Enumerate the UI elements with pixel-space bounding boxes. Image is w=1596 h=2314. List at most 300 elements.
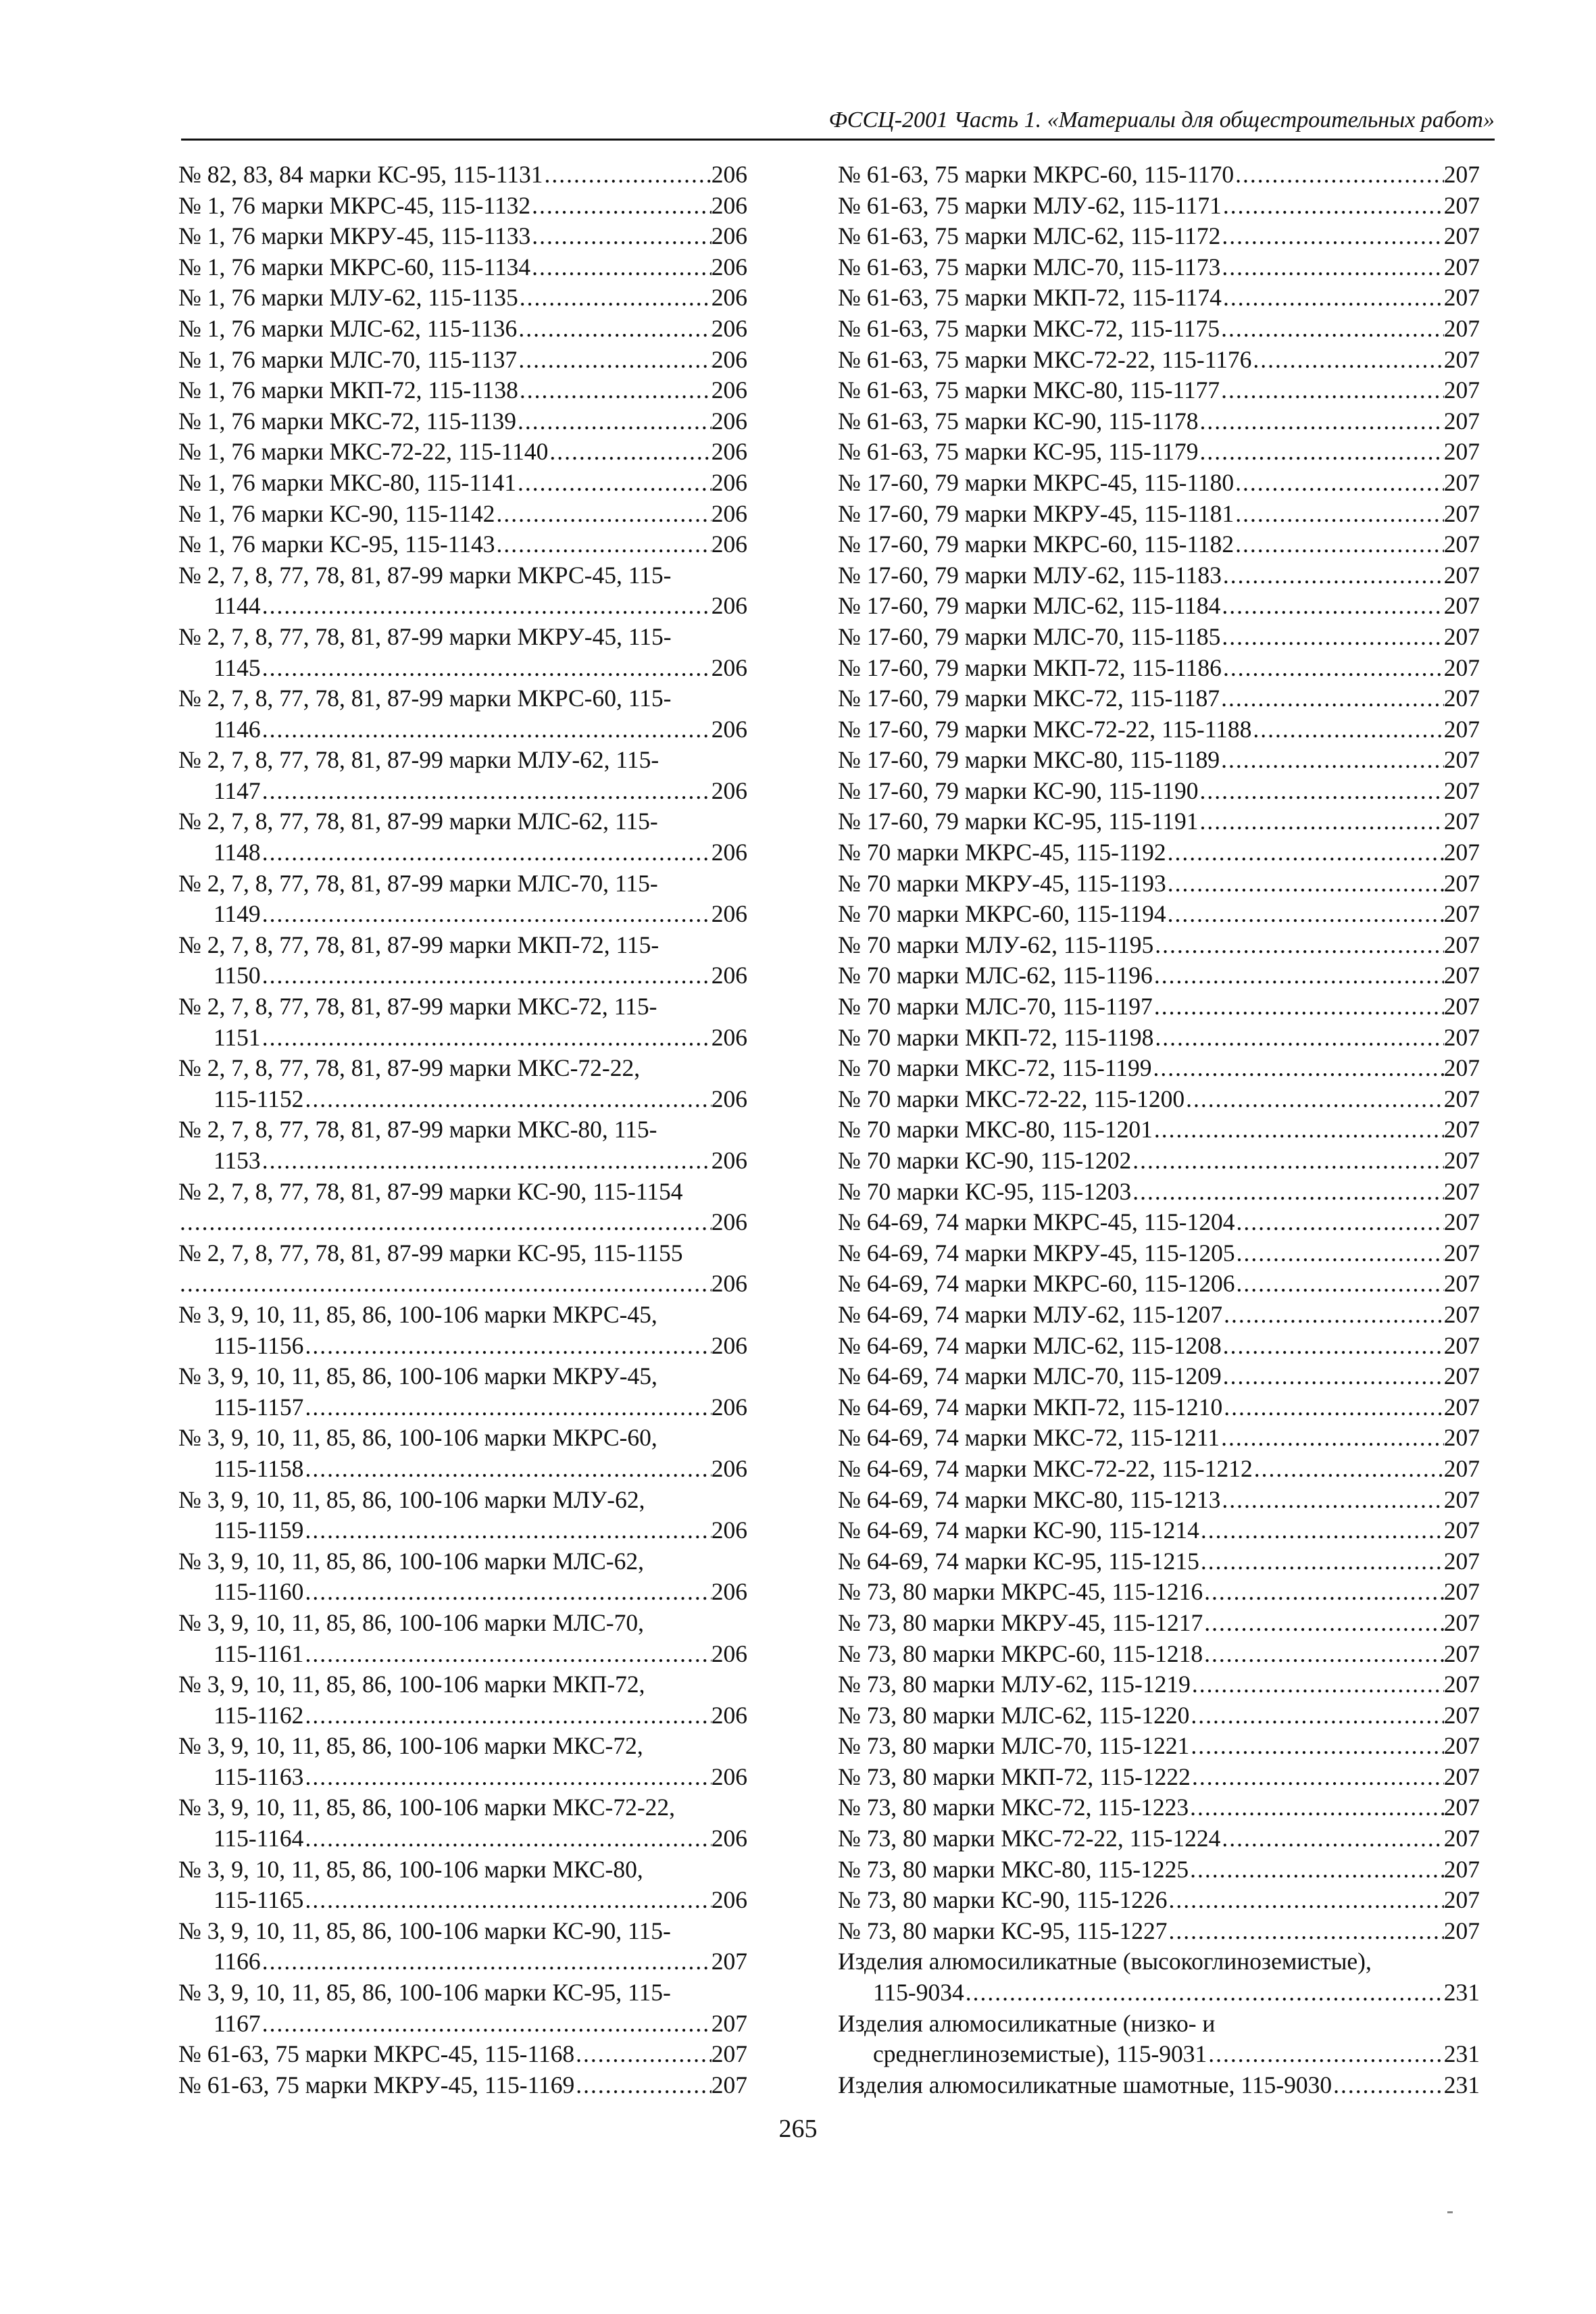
index-entry-text: № 73, 80 марки МКС-72-22, 115-1224: [838, 1825, 1221, 1852]
index-entry: [178, 282, 747, 314]
index-entry-text: № 61-63, 75 марки МЛС-70, 115-1173: [838, 253, 1221, 280]
index-entry-page: 206: [711, 161, 747, 188]
index-entry-text: № 82, 83, 84 марки КС-95, 115-1131: [178, 161, 543, 188]
index-entry: [178, 159, 747, 191]
index-entry: [838, 1792, 1480, 1823]
index-entry: [838, 1114, 1480, 1146]
index-entry-page: 207: [1443, 1794, 1480, 1821]
index-entry-text: № 64-69, 74 марки МКРС-60, 115-1206: [838, 1270, 1235, 1298]
index-entry-page: 207: [1443, 468, 1480, 496]
index-entry-text: № 17-60, 79 марки МЛС-62, 115-1184: [838, 592, 1221, 620]
index-entry-page: 207: [1443, 1485, 1480, 1513]
index-entry-line1: Изделия алюмосиликатные (низко- и: [838, 2009, 1216, 2037]
leader-dots: [1203, 1577, 1444, 1608]
index-entry-text: № 1, 76 марки МКС-80, 115-1141: [178, 468, 517, 496]
index-entry-text: № 73, 80 марки МКРУ-45, 115-1217: [838, 1608, 1203, 1636]
index-entry: [178, 1577, 747, 1608]
index-entry: [178, 776, 747, 807]
index-entry-text: № 73, 80 марки МЛС-70, 115-1221: [838, 1732, 1190, 1760]
leader-dots: [1189, 1731, 1443, 1762]
index-entry-text: № 1, 76 марки КС-95, 115-1143: [178, 531, 495, 558]
index-entry: [838, 683, 1480, 714]
index-entry: [178, 529, 747, 560]
index-entry-page: 207: [1443, 1393, 1480, 1421]
index-entry-line1: № 2, 7, 8, 77, 78, 81, 87-99 марки МКРС-60, 115-: [178, 685, 672, 712]
index-entry-page: 207: [1443, 1608, 1480, 1636]
index-entry: [838, 930, 1480, 961]
index-entry-text: № 73, 80 марки МКРС-45, 115-1216: [838, 1578, 1203, 1606]
index-entry-text: № 61-63, 75 марки МКС-72, 115-1175: [838, 314, 1220, 342]
index-entry-page: 207: [1443, 1270, 1480, 1298]
index-entry-page: 207: [1443, 191, 1480, 219]
index-entry-page: 207: [711, 2071, 747, 2098]
index-entry-page: 206: [711, 1886, 747, 1914]
leader-dots: [1220, 375, 1444, 406]
leader-dots: [178, 1207, 712, 1238]
index-entry-page: 206: [711, 962, 747, 989]
index-entry-page: 207: [1443, 438, 1480, 466]
leader-dots: [1189, 1854, 1444, 1886]
index-entry-text: № 1, 76 марки МЛС-70, 115-1137: [178, 345, 518, 373]
index-entry: [178, 714, 747, 745]
index-entry: [838, 1300, 1480, 1331]
leader-dots: [303, 1885, 711, 1916]
leader-dots: [964, 1977, 1444, 2009]
index-entry-text: 115-1163: [214, 1763, 304, 1790]
index-entry-text: № 1, 76 марки МКРС-45, 115-1132: [178, 191, 531, 219]
index-entry-page: 206: [711, 777, 747, 804]
index-entry-text: № 70 марки МКРС-60, 115-1194: [838, 900, 1166, 928]
index-entry-page: 207: [1443, 1855, 1480, 1883]
index-entry-line1: № 3, 9, 10, 11, 85, 86, 100-106 марки МКП-72,: [178, 1671, 645, 1698]
leader-dots: [1234, 159, 1444, 191]
index-entry-page: 207: [1443, 561, 1480, 589]
leader-dots: [1199, 437, 1444, 468]
index-entry: [838, 745, 1480, 776]
index-entry-text: № 61-63, 75 марки КС-95, 115-1179: [838, 438, 1199, 466]
index-entry: [178, 221, 747, 252]
index-entry: [838, 1361, 1480, 1392]
index-entry-text: 1149: [214, 900, 261, 928]
index-entry: [838, 1577, 1480, 1608]
index-entry-page: 206: [711, 1023, 747, 1051]
leader-dots: [303, 1331, 711, 1362]
index-entry-text: № 1, 76 марки МКРУ-45, 115-1133: [178, 222, 531, 250]
index-entry: [178, 591, 747, 622]
index-entry-page: 206: [711, 1578, 747, 1606]
leader-dots: [261, 591, 712, 622]
index-entry-page: 207: [1443, 253, 1480, 280]
index-entry-line1: № 2, 7, 8, 77, 78, 81, 87-99 марки МЛС-62, 115-: [178, 808, 658, 835]
index-entry: [838, 1177, 1480, 1208]
index-entry-page: 207: [1443, 869, 1480, 897]
leader-dots: [1220, 1423, 1444, 1454]
index-entry: [838, 1639, 1480, 1670]
index-entry-page: 207: [1443, 314, 1480, 342]
index-entry: [838, 1608, 1480, 1639]
index-entry-page: 207: [1443, 1054, 1480, 1082]
index-entry-page: 206: [711, 592, 747, 620]
index-entry-page: 207: [1443, 1517, 1480, 1544]
index-entry-text: № 64-69, 74 марки МКРУ-45, 115-1205: [838, 1239, 1235, 1266]
index-entry-text: № 70 марки МКС-80, 115-1201: [838, 1116, 1153, 1143]
index-entry: [838, 1854, 1480, 1886]
leader-dots: [1153, 1114, 1444, 1146]
leader-dots: [1191, 1669, 1444, 1700]
index-entry: [178, 375, 747, 406]
index-entry-line1: № 3, 9, 10, 11, 85, 86, 100-106 марки МКРУ-45,: [178, 1362, 657, 1390]
index-entry: [838, 1053, 1480, 1084]
leader-dots: [261, 1946, 712, 1977]
index-entry-page: 206: [711, 376, 747, 404]
index-entry-page: 207: [1443, 622, 1480, 650]
leader-dots: [303, 1639, 711, 1670]
index-entry-text: № 64-69, 74 марки МКС-72, 115-1211: [838, 1424, 1220, 1452]
index-entry-text: № 61-63, 75 марки МКС-80, 115-1177: [838, 376, 1220, 404]
index-entry-page: 231: [1443, 2071, 1480, 2098]
running-header: [181, 101, 1495, 141]
index-entry-page: 206: [711, 345, 747, 373]
index-entry: [838, 406, 1480, 437]
index-entry: [178, 499, 747, 530]
index-entry-page: 207: [1443, 1177, 1480, 1205]
leader-dots: [1222, 1392, 1444, 1423]
index-entry-text: № 61-63, 75 марки МКРС-60, 115-1170: [838, 161, 1235, 188]
leader-dots: [1220, 221, 1443, 252]
index-entry-page: 207: [1443, 1640, 1480, 1667]
index-column-right: [838, 159, 1480, 2100]
index-entry-page: 206: [711, 1454, 747, 1482]
index-entry: [178, 1084, 747, 1115]
index-entry-page: 207: [1443, 1085, 1480, 1112]
index-entry-text: № 1, 76 марки МЛС-62, 115-1136: [178, 314, 518, 342]
leader-dots: [518, 375, 712, 406]
leader-dots: [1222, 653, 1444, 684]
index-entry-text: 115-1158: [214, 1454, 304, 1482]
index-entry-page: 207: [1443, 1116, 1480, 1143]
leader-dots: [1222, 560, 1444, 591]
index-entry-line1: № 2, 7, 8, 77, 78, 81, 87-99 марки МКС-80, 115-: [178, 1116, 657, 1143]
index-entry-text: № 17-60, 79 марки КС-90, 115-1190: [838, 777, 1199, 804]
index-entry-text: 115-1159: [214, 1517, 304, 1544]
index-entry-page: 207: [1443, 1671, 1480, 1698]
index-entry-text: № 61-63, 75 марки МКС-72-22, 115-1176: [838, 345, 1252, 373]
leader-dots: [516, 406, 712, 437]
leader-dots: [530, 252, 712, 283]
index-entry-page: 206: [711, 407, 747, 435]
index-entry: [838, 899, 1480, 930]
index-entry-text: № 70 марки МЛС-62, 115-1196: [838, 962, 1153, 989]
leader-dots: [1234, 529, 1444, 560]
index-entry: [178, 1639, 747, 1670]
index-entry: [178, 1392, 747, 1423]
index-entry: [838, 714, 1480, 745]
index-entry: [838, 1546, 1480, 1577]
leader-dots: [1131, 1146, 1443, 1177]
leader-dots: [1235, 1238, 1444, 1269]
leader-dots: [1234, 468, 1444, 499]
leader-dots: [1222, 282, 1444, 314]
index-entry: [838, 1207, 1480, 1238]
index-entry-page: 207: [1443, 1331, 1480, 1359]
index-entry: [838, 837, 1480, 868]
index-entry-text: 1153: [214, 1147, 261, 1174]
leader-dots: [1199, 406, 1444, 437]
index-entry-text: № 73, 80 марки КС-95, 115-1227: [838, 1917, 1168, 1944]
index-entry: [178, 653, 747, 684]
index-entry-text: № 70 марки КС-95, 115-1203: [838, 1177, 1132, 1205]
index-entry: [838, 1762, 1480, 1793]
index-entry-page: 207: [1443, 839, 1480, 866]
index-entry-text: № 61-63, 75 марки МКРУ-45, 115-1169: [178, 2071, 575, 2098]
index-entry-text: № 17-60, 79 марки МКРУ-45, 115-1181: [838, 499, 1235, 527]
index-entry: [838, 1916, 1480, 1947]
index-entry-text: 1167: [214, 2009, 261, 2037]
index-entry-text: 115-1156: [214, 1331, 304, 1359]
index-entry-page: 207: [1443, 1147, 1480, 1174]
index-entry: [178, 2009, 747, 2040]
leader-dots: [495, 529, 711, 560]
index-entry: [178, 2070, 747, 2101]
index-entry: [838, 991, 1480, 1023]
leader-dots: [1220, 252, 1443, 283]
scan-mark: [1447, 2211, 1453, 2213]
index-entry-line1: № 3, 9, 10, 11, 85, 86, 100-106 марки МЛУ-62,: [178, 1485, 645, 1513]
leader-dots: [1189, 1700, 1443, 1731]
index-entry: [178, 1823, 747, 1854]
index-entry-page: 206: [711, 900, 747, 928]
index-entry-page: 207: [1443, 900, 1480, 928]
index-entry-text: № 1, 76 марки КС-90, 115-1142: [178, 499, 495, 527]
index-entry: [178, 1762, 747, 1793]
index-entry: [838, 221, 1480, 252]
leader-dots: [303, 1700, 711, 1731]
index-entry-page: 207: [1443, 499, 1480, 527]
index-entry-page: 206: [711, 1147, 747, 1174]
index-entry-text: № 61-63, 75 марки МКП-72, 115-1174: [838, 284, 1222, 312]
index-entry-text: № 70 марки МЛУ-62, 115-1195: [838, 931, 1154, 958]
index-entry-text: № 70 марки МКС-72-22, 115-1200: [838, 1085, 1185, 1112]
index-entry-page: 207: [1443, 1701, 1480, 1729]
index-entry-text: № 17-60, 79 марки МКРС-60, 115-1182: [838, 531, 1235, 558]
index-entry: [838, 1023, 1480, 1054]
index-entry-page: 207: [1443, 1825, 1480, 1852]
index-entry-page: 206: [711, 654, 747, 681]
index-entry-text: № 73, 80 марки МЛС-62, 115-1220: [838, 1701, 1190, 1729]
index-entry-line1: Изделия алюмосиликатные (высокоглиноземистые),: [838, 1948, 1372, 1975]
leader-dots: [1203, 1608, 1443, 1639]
index-entry: [838, 1146, 1480, 1177]
index-entry-page: 207: [1443, 1454, 1480, 1482]
leader-dots: [1199, 776, 1444, 807]
leader-dots: [1220, 745, 1444, 776]
leader-dots: [516, 468, 712, 499]
index-entry-line1: № 3, 9, 10, 11, 85, 86, 100-106 марки КС-90, 115-: [178, 1917, 671, 1944]
index-entry-text: 1150: [214, 962, 261, 989]
index-entry: [838, 622, 1480, 653]
index-entry-text: 115-1162: [214, 1701, 304, 1729]
leader-dots: [261, 776, 712, 807]
leader-dots: [530, 191, 712, 222]
leader-dots: [518, 282, 712, 314]
leader-dots: [261, 899, 712, 930]
leader-dots: [1222, 191, 1444, 222]
index-entry-text: № 64-69, 74 марки МКС-72-22, 115-1212: [838, 1454, 1253, 1482]
index-entry-page: 206: [711, 1640, 747, 1667]
index-entry: [838, 1392, 1480, 1423]
index-entry-text: № 64-69, 74 марки МКП-72, 115-1210: [838, 1393, 1223, 1421]
index-entry-page: 206: [711, 438, 747, 466]
index-entry-page: 206: [711, 1270, 747, 1298]
index-column-left: [178, 159, 747, 2100]
index-entry-page: 207: [1443, 777, 1480, 804]
leader-dots: [261, 1023, 712, 1054]
leader-dots: [1184, 1084, 1444, 1115]
index-entry-page: 206: [711, 222, 747, 250]
index-entry: [838, 806, 1480, 837]
index-entry: [178, 1515, 747, 1546]
index-entry: [838, 282, 1480, 314]
index-entry-text: № 73, 80 марки МКС-72, 115-1223: [838, 1794, 1189, 1821]
leader-dots: [1220, 622, 1443, 653]
index-entry: [178, 2039, 747, 2070]
leader-dots: [1153, 991, 1444, 1023]
index-entry: [838, 1423, 1480, 1454]
index-entry: [838, 1977, 1480, 2009]
leader-dots: [1168, 1885, 1444, 1916]
index-entry: [838, 252, 1480, 283]
index-entry-page: 206: [711, 839, 747, 866]
index-entry: [838, 468, 1480, 499]
leader-dots: [1222, 1331, 1444, 1362]
index-entry-page: 206: [711, 253, 747, 280]
index-entry-text: № 64-69, 74 марки МКРС-45, 115-1204: [838, 1208, 1235, 1236]
index-entry-page: 207: [1443, 161, 1480, 188]
leader-dots: [495, 499, 711, 530]
index-entry: [838, 191, 1480, 222]
index-entry: [838, 159, 1480, 191]
index-entry-text: № 17-60, 79 марки МКС-72, 115-1187: [838, 685, 1220, 712]
index-entry-page: 206: [711, 1393, 747, 1421]
index-entry-text: № 64-69, 74 марки МКС-80, 115-1213: [838, 1485, 1221, 1513]
index-entry-page: 206: [711, 191, 747, 219]
leader-dots: [1166, 868, 1444, 900]
index-entry-text: № 17-60, 79 марки МКП-72, 115-1186: [838, 654, 1222, 681]
index-entry: [838, 591, 1480, 622]
index-entry-text: 115-1165: [214, 1886, 304, 1914]
leader-dots: [303, 1577, 711, 1608]
index-entry: [838, 499, 1480, 530]
index-entry: [838, 1269, 1480, 1300]
leader-dots: [1220, 591, 1443, 622]
index-entry: [838, 1669, 1480, 1700]
leader-dots: [1220, 314, 1444, 345]
index-entry-page: 206: [711, 1331, 747, 1359]
page-number: 265: [778, 2115, 818, 2143]
index-entry-page: 207: [1443, 931, 1480, 958]
index-entry-text: № 73, 80 марки МКС-80, 115-1225: [838, 1855, 1189, 1883]
index-entry-page: 207: [1443, 531, 1480, 558]
index-entry-text: 1147: [214, 777, 261, 804]
leader-dots: [178, 1269, 712, 1300]
leader-dots: [1153, 960, 1444, 991]
index-entry: [178, 406, 747, 437]
index-entry: [178, 1146, 747, 1177]
index-entry: [838, 314, 1480, 345]
index-entry: [178, 1023, 747, 1054]
index-entry-text: № 1, 76 марки МКП-72, 115-1138: [178, 376, 518, 404]
index-entry-text: 115-1164: [214, 1825, 304, 1852]
index-entry-text: 1144: [214, 592, 261, 620]
leader-dots: [517, 345, 711, 376]
index-entry-line1: № 2, 7, 8, 77, 78, 81, 87-99 марки КС-90, 115-1154: [178, 1177, 683, 1205]
index-entry-text: № 64-69, 74 марки КС-95, 115-1215: [838, 1547, 1199, 1575]
index-entry-page: 207: [1443, 1362, 1480, 1390]
leader-dots: [1166, 837, 1444, 868]
index-entry: [838, 1700, 1480, 1731]
index-entry-page: 207: [1443, 592, 1480, 620]
index-entry-text: № 17-60, 79 марки КС-95, 115-1191: [838, 808, 1199, 835]
index-entry-text: 115-1160: [214, 1578, 304, 1606]
index-entry-text: № 70 марки МКРУ-45, 115-1193: [838, 869, 1166, 897]
index-entry-page: 206: [711, 499, 747, 527]
index-entry-page: 206: [711, 1825, 747, 1852]
index-entry-text: № 64-69, 74 марки МЛС-70, 115-1209: [838, 1362, 1222, 1390]
index-entry-page: 207: [711, 1948, 747, 1975]
index-entry: [178, 899, 747, 930]
leader-dots: [543, 159, 711, 191]
index-entry: [838, 1454, 1480, 1485]
index-entry-page: 206: [711, 1701, 747, 1729]
index-entry-page: 207: [1443, 407, 1480, 435]
index-entry-text: № 1, 76 марки МКС-72-22, 115-1140: [178, 438, 549, 466]
index-entry: [838, 560, 1480, 591]
index-entry-page: 207: [1443, 1732, 1480, 1760]
leader-dots: [1220, 1485, 1443, 1516]
index-entry-page: 207: [1443, 808, 1480, 835]
index-entry-line1: № 2, 7, 8, 77, 78, 81, 87-99 марки МКРС-45, 115-: [178, 561, 672, 589]
header-title: ФССЦ-2001 Часть 1. «Материалы для общестроительных работ»: [828, 107, 1495, 132]
leader-dots: [1191, 1762, 1444, 1793]
leader-dots: [1203, 1639, 1444, 1670]
leader-dots: [1199, 1546, 1444, 1577]
leader-dots: [574, 2070, 711, 2101]
index-entry-page: 207: [1443, 685, 1480, 712]
index-entry: [178, 345, 747, 376]
leader-dots: [261, 653, 712, 684]
index-entry-text: № 17-60, 79 марки МЛУ-62, 115-1183: [838, 561, 1222, 589]
index-entry-text: № 73, 80 марки МЛУ-62, 115-1219: [838, 1671, 1191, 1698]
leader-dots: [261, 2009, 712, 2040]
index-entry-page: 206: [711, 715, 747, 743]
index-entry-line1: № 3, 9, 10, 11, 85, 86, 100-106 марки КС-95, 115-: [178, 1979, 671, 2007]
index-entry: [838, 868, 1480, 900]
index-entry: [178, 1454, 747, 1485]
index-entry-text: 1146: [214, 715, 261, 743]
index-entry-page: 207: [1443, 1239, 1480, 1266]
index-entry-text: № 73, 80 марки МКП-72, 115-1222: [838, 1763, 1191, 1790]
index-entry: [178, 960, 747, 991]
index-entry-text: № 17-60, 79 марки МЛС-70, 115-1185: [838, 622, 1221, 650]
index-entry-text: № 73, 80 марки МКРС-60, 115-1218: [838, 1640, 1203, 1667]
index-entry-line1: № 2, 7, 8, 77, 78, 81, 87-99 марки МЛУ-62, 115-: [178, 746, 659, 774]
index-entry-text: № 73, 80 марки КС-90, 115-1226: [838, 1886, 1168, 1914]
index-entry-page: 207: [1443, 1886, 1480, 1914]
index-entry-line1: № 2, 7, 8, 77, 78, 81, 87-99 марки МЛС-70, 115-: [178, 869, 658, 897]
leader-dots: [1153, 930, 1443, 961]
index-entry-page: 206: [711, 531, 747, 558]
index-entry-text: № 17-60, 79 марки МКС-72-22, 115-1188: [838, 715, 1252, 743]
